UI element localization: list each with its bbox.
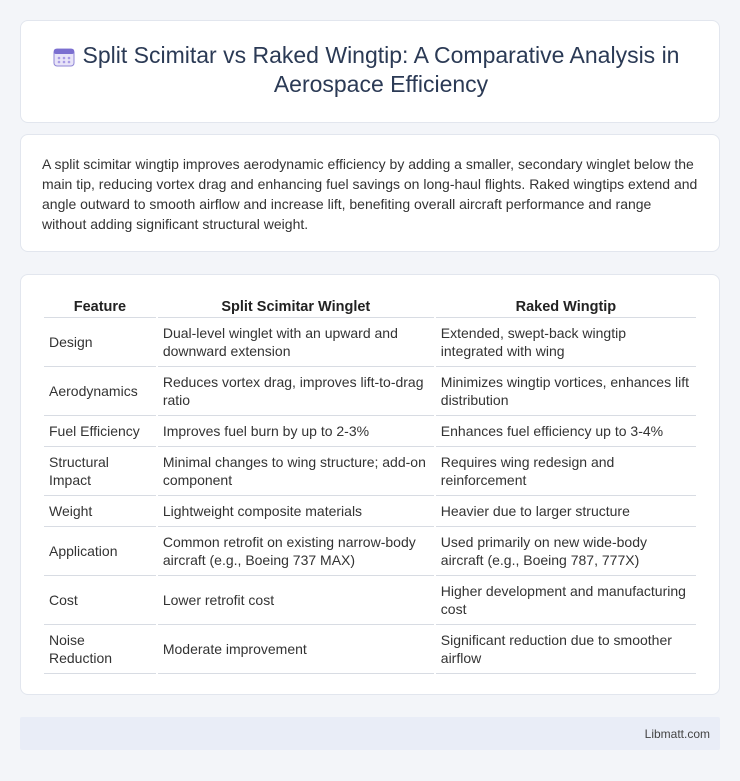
table-header-row <box>44 297 696 318</box>
raked-cell: Higher development and manufacturing cost <box>436 576 696 625</box>
raked-cell: Heavier due to larger structure <box>436 496 696 527</box>
comparison-table-card <box>20 274 720 695</box>
raked-cell: Significant reduction due to smoother airflow <box>436 625 696 674</box>
table-row <box>44 527 696 576</box>
table-row <box>44 576 696 625</box>
table-row <box>44 318 696 367</box>
scimitar-cell: Improves fuel burn by up to 2-3% <box>158 416 434 447</box>
page-title: Split Scimitar vs Raked Wingtip: A Comparative Analysis in Aerospace Efficiency <box>82 42 680 97</box>
table-row <box>44 496 696 527</box>
comparison-table <box>42 297 698 674</box>
title-card <box>20 20 720 123</box>
raked-cell: Minimizes wingtip vortices, enhances lift distribution <box>436 367 696 416</box>
feature-cell: Aerodynamics <box>44 367 156 416</box>
description-text: A split scimitar wingtip improves aerodynamic efficiency by adding a smaller, secondary winglet below the main tip, reducing vortex drag and enhancing fuel savings on long-haul flights. Raked wingtips extend and angle outward to smooth airflow and increase lift, benefiting overall aircraft performance and range without adding significant structural weight. <box>42 156 698 232</box>
scimitar-cell: Moderate improvement <box>158 625 434 674</box>
scimitar-cell: Lower retrofit cost <box>158 576 434 625</box>
header-split-scimitar: Split Scimitar Winglet <box>158 297 434 318</box>
feature-cell: Fuel Efficiency <box>44 416 156 447</box>
feature-cell: Cost <box>44 576 156 625</box>
scimitar-cell: Dual-level winglet with an upward and downward extension <box>158 318 434 367</box>
raked-cell: Enhances fuel efficiency up to 3-4% <box>436 416 696 447</box>
raked-cell: Requires wing redesign and reinforcement <box>436 447 696 496</box>
feature-cell: Structural Impact <box>44 447 156 496</box>
feature-cell: Design <box>44 318 156 367</box>
scimitar-cell: Common retrofit on existing narrow-body aircraft (e.g., Boeing 737 MAX) <box>158 527 434 576</box>
scimitar-cell: Reduces vortex drag, improves lift-to-drag ratio <box>158 367 434 416</box>
raked-cell: Extended, swept-back wingtip integrated with wing <box>436 318 696 367</box>
table-row <box>44 625 696 674</box>
scimitar-cell: Minimal changes to wing structure; add-on component <box>158 447 434 496</box>
table-row <box>44 447 696 496</box>
scimitar-cell: Lightweight composite materials <box>158 496 434 527</box>
footer <box>20 717 720 750</box>
footer-brand-link[interactable]: Libmatt.com <box>644 727 710 741</box>
header-feature: Feature <box>44 297 156 318</box>
description-card <box>20 134 720 252</box>
header-raked-wingtip: Raked Wingtip <box>436 297 696 318</box>
feature-cell: Application <box>44 527 156 576</box>
table-row <box>44 367 696 416</box>
feature-cell: Noise Reduction <box>44 625 156 674</box>
raked-cell: Used primarily on new wide-body aircraft (e.g., Boeing 787, 777X) <box>436 527 696 576</box>
feature-cell: Weight <box>44 496 156 527</box>
table-row <box>44 416 696 447</box>
